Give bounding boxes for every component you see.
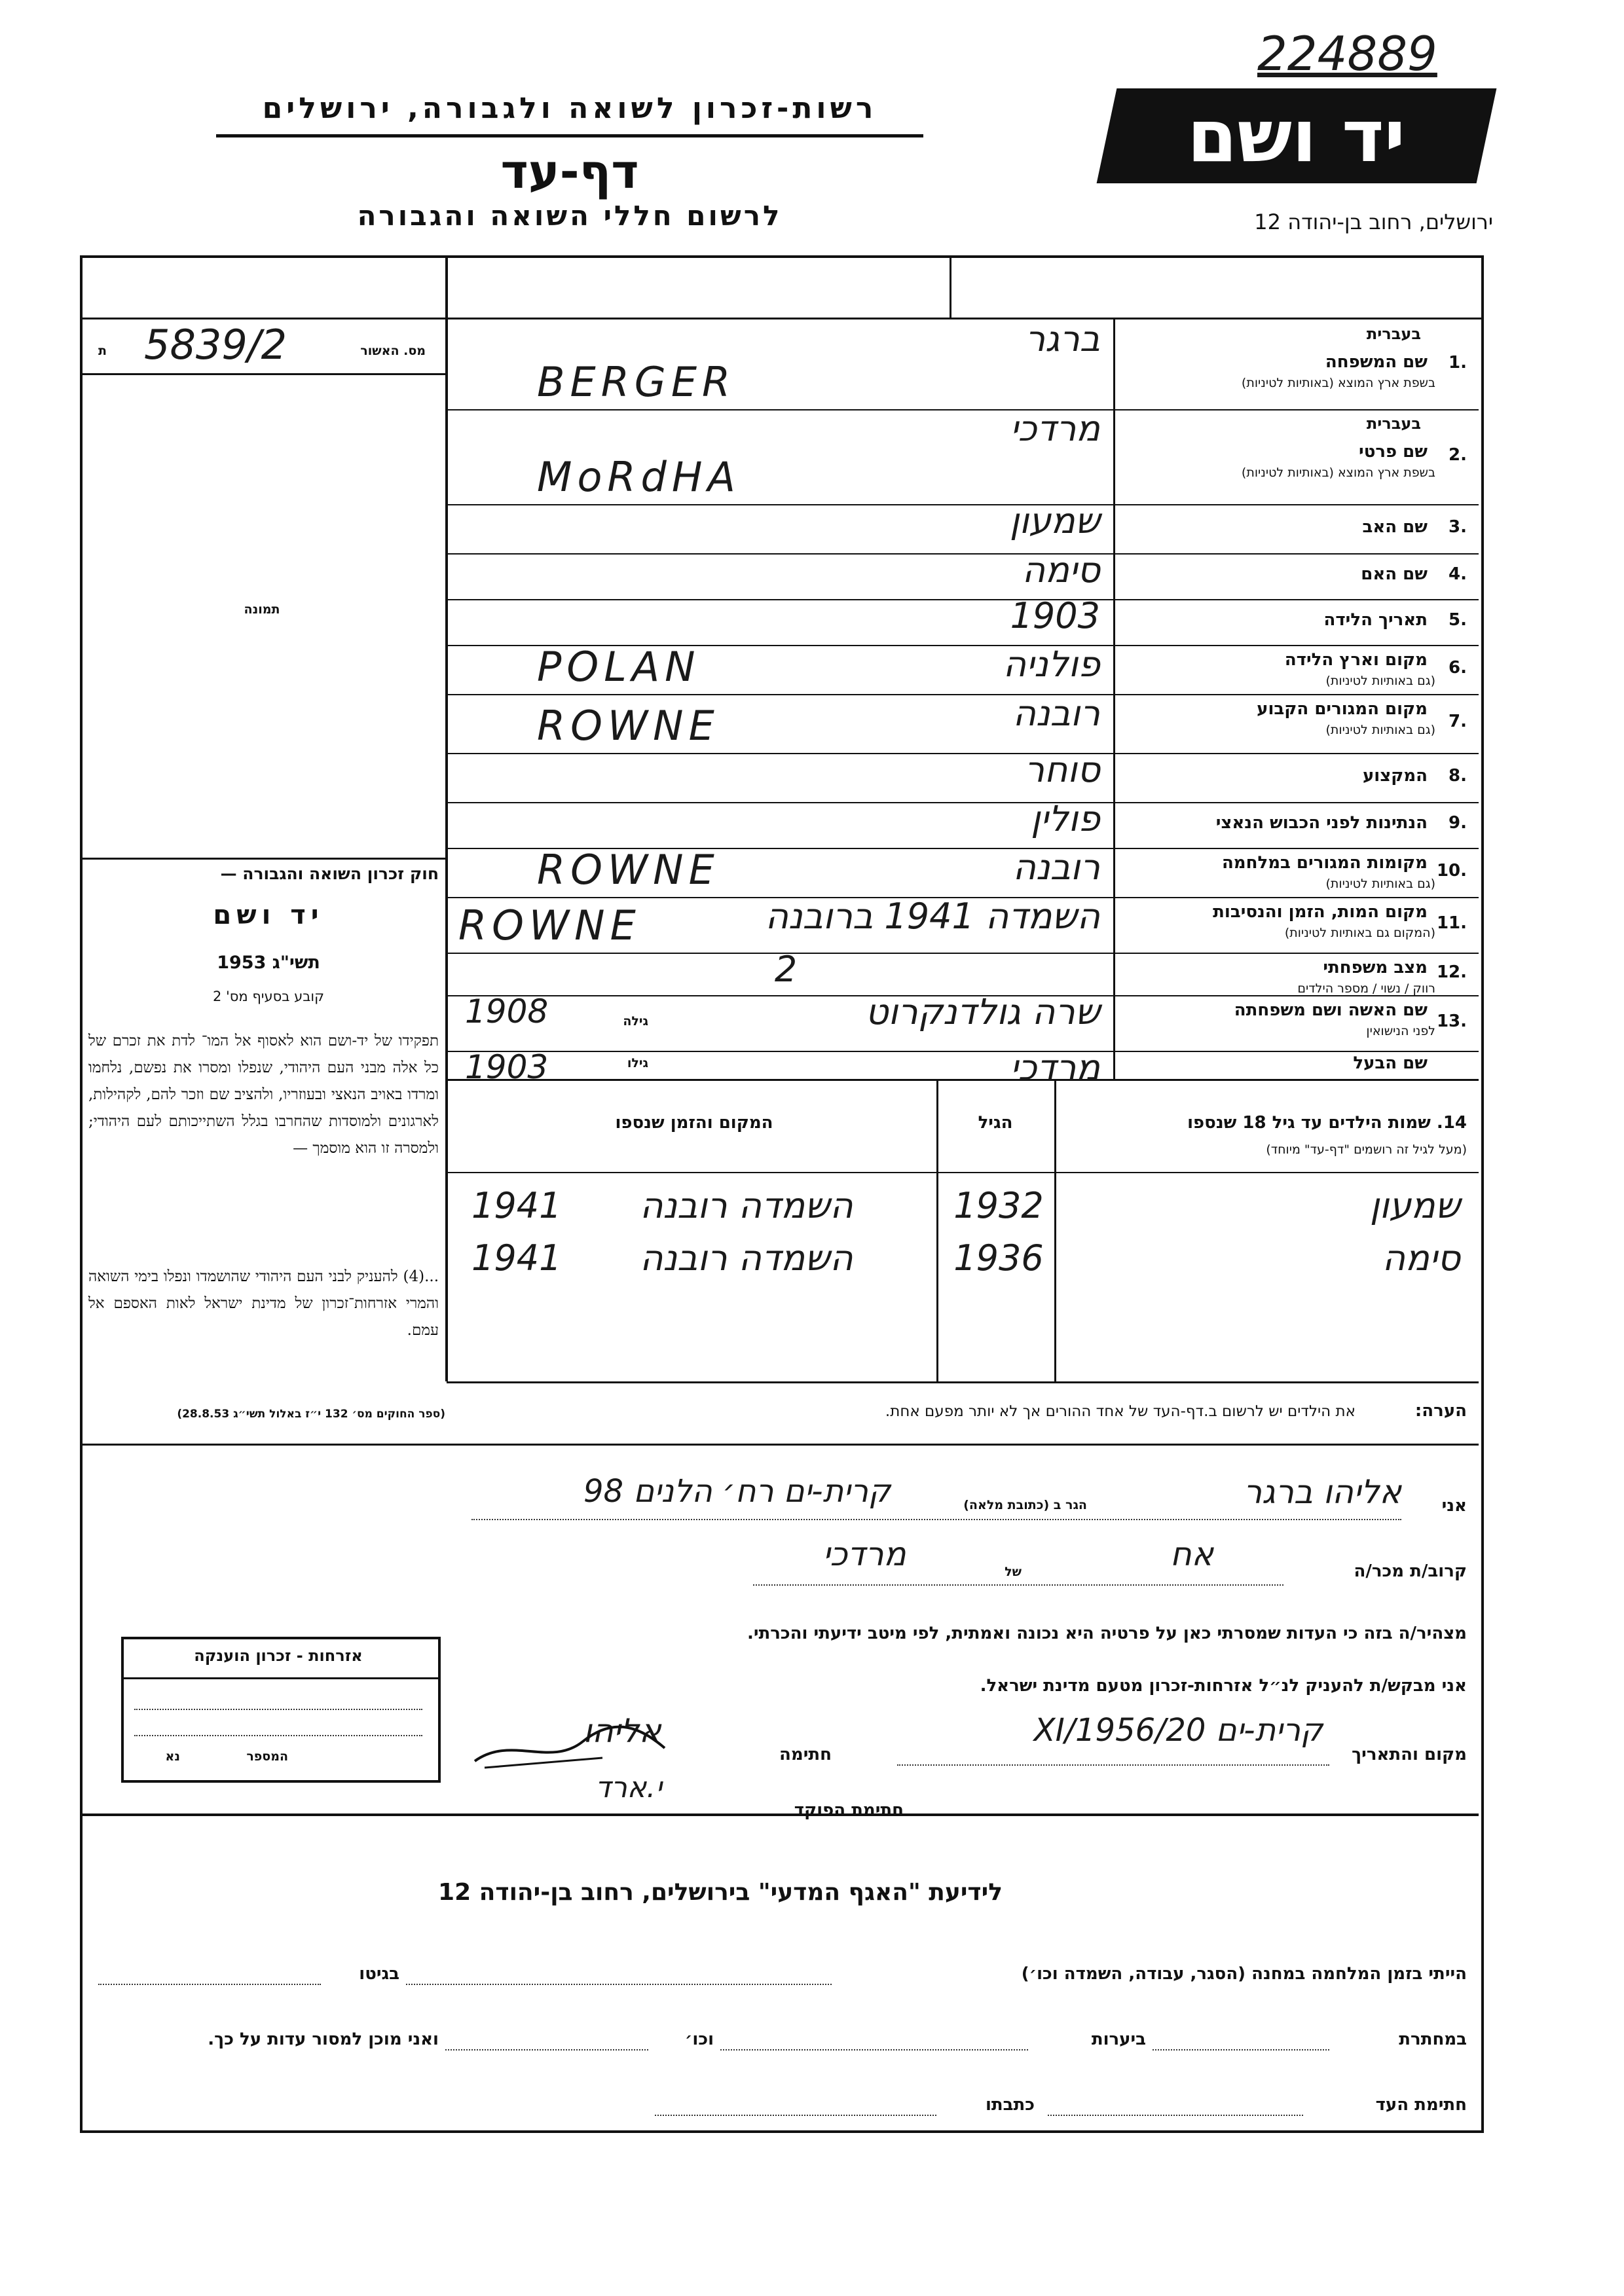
field-lang-label: בעברית [1366, 325, 1421, 343]
field-age-label: גילה [623, 1013, 648, 1029]
law-text-2: ...(4) להעניק לבני העם היהודי שהושמדו ונפלו בימי השואה והמרי אזרחות־זכרון של מדינת ישראל לאות האספם אל עמם. [88, 1268, 439, 1339]
bottom-camp-line [406, 1984, 832, 1985]
field-value-latin: ROWNE [537, 702, 720, 750]
field-value: שרה גולדנקרוט [865, 991, 1100, 1032]
field-value-latin: MoRdHA [537, 453, 741, 501]
bottom-line2-a: במחתרת [1399, 2030, 1467, 2049]
approval-suffix: ת [98, 344, 107, 358]
children-header-names: 14. שמות הילדים עד גיל 18 שנספו [1187, 1113, 1467, 1133]
child-place: השמדה רובנה [640, 1237, 853, 1279]
bottom-forest-line [720, 2049, 1028, 2050]
field-sublabel: לפני הנישואין [1366, 1024, 1435, 1038]
field-number: 3. [1449, 517, 1467, 537]
field-number: 4. [1449, 564, 1467, 584]
field-number: 13. [1436, 1011, 1467, 1031]
bottom-underground-line [1153, 2049, 1329, 2050]
organization-title: רשות-זכרון לשואה ולגבורה, ירושלים [262, 92, 877, 125]
field-value-hebrew: ברגר [1025, 318, 1100, 359]
bottom-line2-b: ביערות [1091, 2030, 1146, 2049]
bottom-line2-c: וכו׳ [684, 2030, 714, 2049]
witness-declaration: מצהיר/ה בזה כי העדות שמסרתי כאן על פרטיה היא נכונה ואמתית, לפי מיטב ידיעתי והכרתי. [747, 1624, 1467, 1643]
officer-signature: י.ארד [595, 1771, 663, 1804]
note-label: הערה: [1414, 1401, 1467, 1421]
bottom-line1-b: בגיטו [359, 1964, 399, 1984]
child-name: שמעון [1369, 1185, 1460, 1226]
bottom-line1-a: הייתי בזמן המלחמה במחנה (הסגר, עבודה, השמדה וכו׳) [1021, 1964, 1467, 1984]
field-value: 2 [774, 949, 798, 990]
field-label: שם הבעל [1353, 1053, 1428, 1073]
field-sublabel: בשפת ארץ המוצא (באותיות לטיניות) [1241, 376, 1435, 390]
citizenship-number-label: המספר [246, 1749, 288, 1764]
field-number: 11. [1436, 913, 1467, 933]
children-col-1 [936, 1080, 938, 1381]
left-col-divider [445, 255, 448, 1381]
law-title: חוק זכרון השואה והגבורה — [220, 864, 439, 883]
field-value-latin: BERGER [537, 358, 736, 406]
children-header-note: (מעל לגיל זה רושמים "דף-עד" מיוחד) [1266, 1142, 1467, 1157]
law-name: יד ושם [213, 900, 324, 930]
bottom-address-line [655, 2115, 936, 2116]
field-value-hebrew: השמדה 1941 ברובנה [765, 896, 1100, 937]
note-text: את הילדים יש לרשום ב.דף-העד של אחד ההורים אך לא יותר מפעם אחת. [885, 1403, 1356, 1420]
field-number: 1. [1449, 352, 1467, 373]
field-label: שם האשה ושם משפחתה [1234, 1000, 1428, 1020]
children-header-line [447, 1172, 1479, 1173]
children-header-age: הגיל [978, 1113, 1013, 1133]
field-value: מרדכי [1010, 1047, 1100, 1088]
field-age-label: גילו [627, 1055, 648, 1070]
note-top-line [447, 1381, 1479, 1383]
field-label: שם האם [1361, 564, 1428, 584]
citizenship-box-divider [121, 1677, 438, 1679]
field-label: תאריך הלידה [1323, 610, 1428, 630]
bottom-ghetto-line [98, 1984, 321, 1985]
children-header-place: המקום והזמן שנספו [615, 1113, 773, 1133]
field-lang-label: בעברית [1366, 414, 1421, 433]
witness-request: אני מבקש/ת להעניק לנ״ל אזרחות-זכרון מטעם מדינת ישראל. [980, 1676, 1467, 1696]
address: ירושלים, רחוב בן-יהודה 12 [1254, 210, 1493, 234]
field-value: פולין [1031, 798, 1100, 839]
field-value-hebrew: פולניה [1003, 644, 1100, 685]
field-sublabel: בשפת ארץ המוצא (באותיות לטיניות) [1241, 465, 1435, 480]
field-sublabel: (המקום גם באותיות לטיניות) [1284, 926, 1435, 940]
witness-date-line [897, 1764, 1329, 1766]
field-value: 1903 [1010, 595, 1100, 636]
witness-signature: אליהו [583, 1712, 661, 1750]
field-label: מקום המגורים הקבוע [1257, 699, 1428, 719]
witness-name: אליהו ברגר [1243, 1473, 1401, 1511]
law-text: תפקידו של יד-ושם הוא לאסוף אל המו־ לדת את זכרם של כל אלה מבני העם היהודי, שנפלו ומסרו את נפשם, נלחמו ומרדו באויב הנאצי ובעוזריו, ולהציב שם וזכר להם, לקהילות, לארגונים ולמוסדות שהחרבו בגלל השתייכותם לעם היהודי; ולמסרה זו הוא מוסמך — [88, 1032, 439, 1157]
field-label: שם האב [1362, 517, 1428, 537]
field-value: סימה [1022, 549, 1100, 591]
witness-relation: אח [1170, 1535, 1214, 1573]
logo-text: יד ושם [1187, 94, 1406, 178]
field-number: 7. [1449, 712, 1467, 731]
bottom-title: לידיעת "האגף המדעי" בירושלים, רחוב בן-יהודה 12 [438, 1879, 1003, 1906]
law-reference: (ספר החוקים מס׳ 132 י״ז באלול תשי״ג 28.8.53) [177, 1408, 445, 1421]
yad-vashem-logo [1097, 88, 1497, 183]
field-sublabel: (גם באותיות לטיניות) [1325, 877, 1435, 891]
bottom-line3-a: חתימת העד [1375, 2095, 1467, 2115]
field-value: סוחר [1024, 749, 1100, 790]
witness-relation-line [753, 1584, 1283, 1586]
field-label: שם המשפחה [1325, 352, 1428, 372]
witness-lives-at-label: הגר ב (כתובת מלאה) [963, 1498, 1087, 1512]
field-value-latin: ROWNE [458, 902, 641, 949]
field-label: מקום וארץ הלידה [1284, 650, 1428, 670]
document-number: 224889 [1257, 26, 1437, 81]
bottom-line3-b: כתבתו [985, 2095, 1035, 2115]
witness-i-label: אני [1441, 1496, 1467, 1516]
field-sublabel: (גם באותיות לטיניות) [1325, 674, 1435, 688]
field-label: הנתינות לפני הכבוש הנאצי [1215, 813, 1428, 833]
field-number: 6. [1449, 657, 1467, 678]
witness-address: קרית-ים רח׳ הלנים 98 [583, 1473, 891, 1510]
field-value: שמעון [1009, 500, 1100, 541]
witness-place-date: קרית-ים 20/XI/1956 [1033, 1712, 1323, 1749]
witness-relation-label: קרוב/ת מכר/ה [1354, 1561, 1467, 1581]
field-number: 2. [1449, 445, 1467, 465]
citizenship-line-1 [134, 1709, 422, 1710]
field-number: 9. [1449, 813, 1467, 833]
field-age-value: 1903 [465, 1048, 549, 1086]
witness-place-date-label: מקום והתאריך [1352, 1745, 1467, 1764]
witness-of-label: של [1005, 1565, 1022, 1579]
children-col-2 [1054, 1080, 1056, 1381]
officer-signature-label: חתימת הפוקד [794, 1800, 904, 1820]
photo-label: תמונה [244, 602, 280, 617]
approval-row-line [80, 373, 447, 375]
child-year: 1941 [471, 1237, 562, 1279]
law-clause: קובע בסעיף מס' 2 [212, 989, 324, 1004]
field-sublabel: רווק / נשוי / מספר הילדים [1297, 981, 1435, 996]
field-label: מצב משפחתי [1323, 958, 1428, 977]
bottom-line2-d: ואני מוכן למסור עדות על כך. [208, 2030, 439, 2049]
approval-label: מס. האשור [360, 344, 426, 358]
child-age: 1936 [953, 1237, 1044, 1279]
form-title: דף-עד [500, 144, 639, 199]
photo-box-line [80, 858, 447, 860]
signature-scribble [471, 1722, 668, 1777]
child-year: 1941 [471, 1185, 562, 1226]
field-sublabel: (גם באותיות לטיניות) [1325, 723, 1435, 737]
field-age-value: 1908 [465, 993, 549, 1030]
label-col-divider [1113, 319, 1115, 1079]
witness-name-line [471, 1519, 1401, 1520]
approval-number: 5839/2 [144, 321, 287, 369]
form-subtitle: לרשום חללי השואה והגבורה [357, 200, 783, 232]
field-value-hebrew: רובנה [1012, 693, 1100, 734]
child-place: השמדה רובנה [640, 1185, 853, 1226]
bottom-etc-line [445, 2049, 648, 2050]
witness-top-line [80, 1444, 1479, 1446]
witness-signature-label: חתימה [779, 1745, 832, 1764]
top-strip-divider [950, 255, 951, 318]
field-value-hebrew: רובנה [1012, 847, 1100, 888]
citizenship-line-2 [134, 1735, 422, 1736]
citizenship-number-suffix: נא [165, 1749, 180, 1764]
field-value-latin: ROWNE [537, 846, 720, 894]
child-age: 1932 [953, 1185, 1044, 1226]
field-label: שם פרטי [1359, 442, 1428, 462]
field-number: 8. [1449, 765, 1467, 786]
field-label: מקום המות, הזמן והנסיבות [1213, 902, 1428, 922]
field-number: 10. [1436, 860, 1467, 881]
field-label: המקצוע [1362, 765, 1428, 786]
field-label: מקומות המגורים במלחמה [1221, 853, 1428, 873]
field-number: 12. [1436, 962, 1467, 982]
child-name: סימה [1382, 1237, 1460, 1279]
title-underline [216, 134, 923, 137]
citizenship-box-title: אזרחות - זכרון הוענקה [194, 1647, 363, 1665]
field-value-hebrew: מרדכי [1010, 408, 1100, 449]
law-year: תשי"ג 1953 [217, 953, 320, 973]
field-value-latin: POLAN [537, 643, 701, 691]
field-number: 5. [1449, 610, 1467, 630]
bottom-witness-sig-line [1048, 2115, 1303, 2116]
witness-of-name: מרדכי [822, 1535, 906, 1573]
